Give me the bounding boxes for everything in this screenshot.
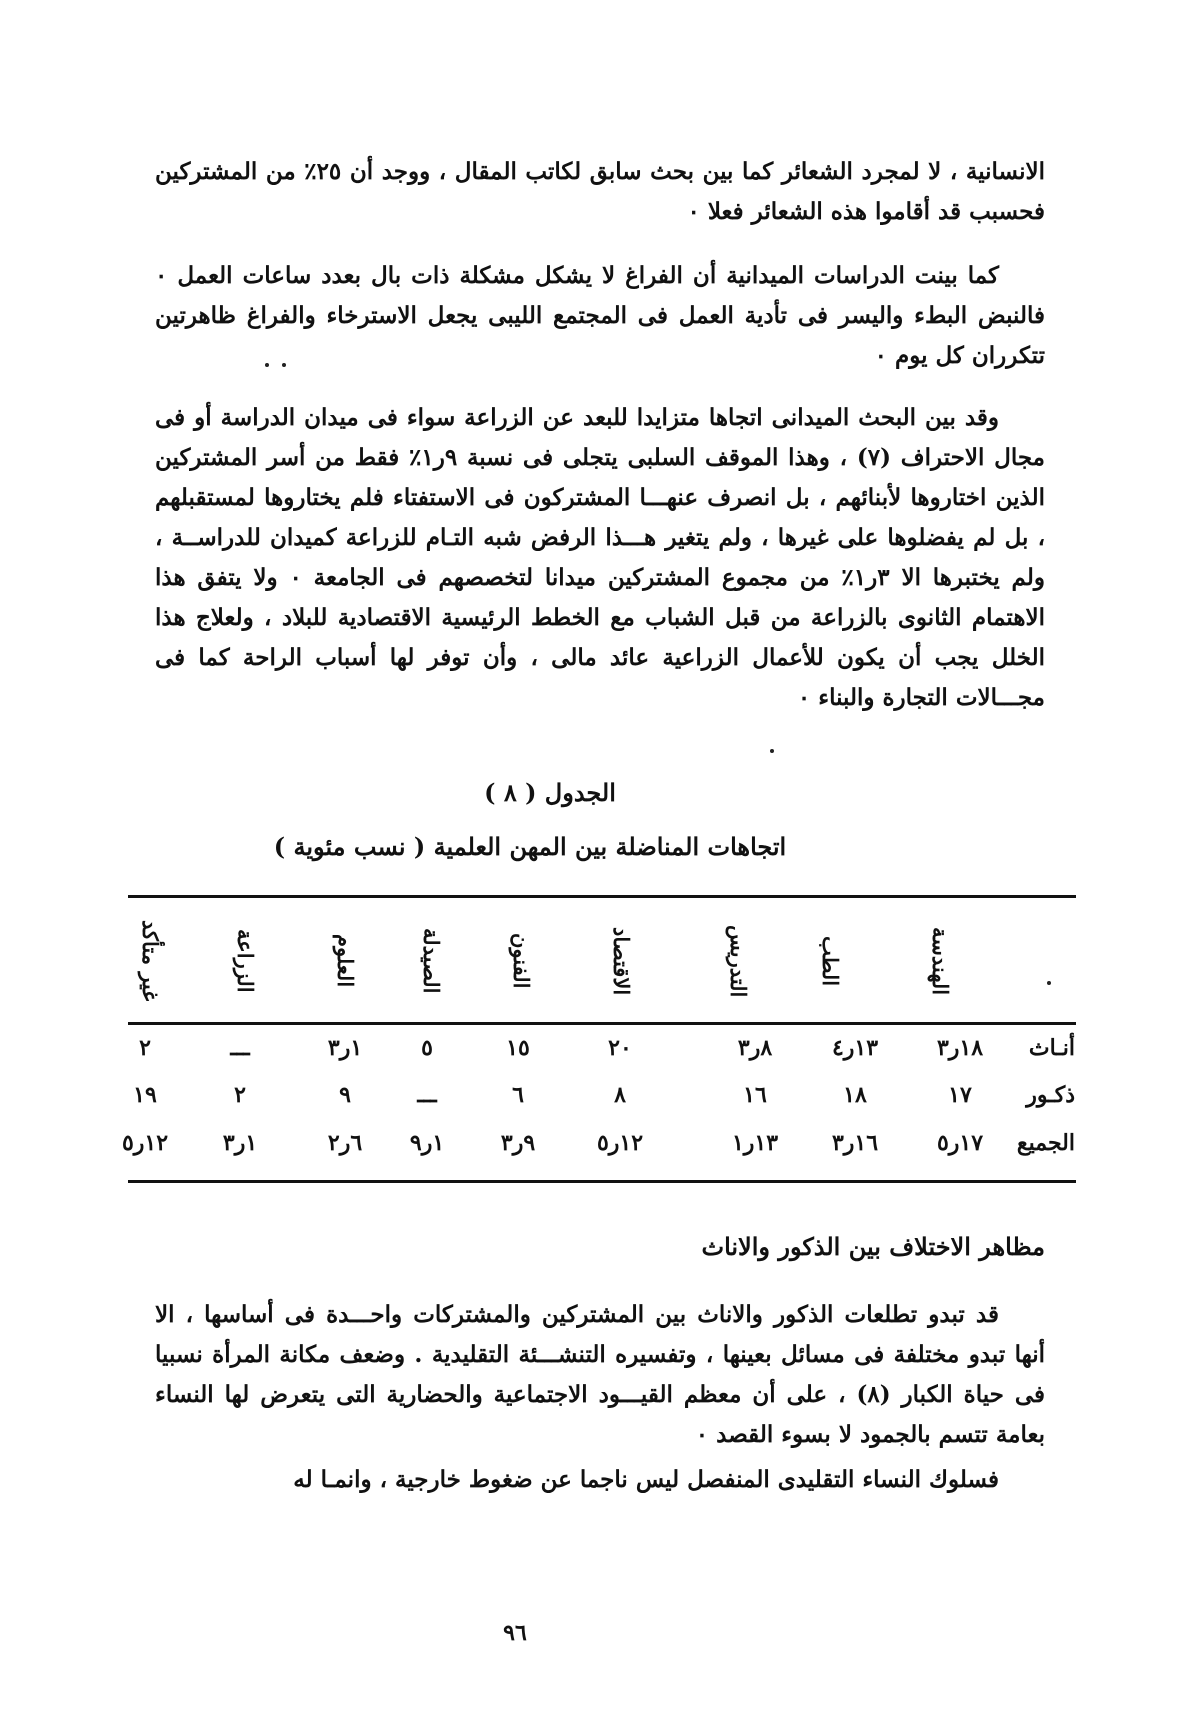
table-cell: ٢ [234,1082,246,1108]
column-header-sciences: العلوم [333,934,358,988]
paragraph-1: الانسانية ، لا لمجرد الشعائر كما بين بحث سابق لكاتب المقال ، ووجد أن ٢٥٪ من المشتركين فحسبب قد أقاموا هذه الشعائر فعلا ٠ [155,158,1045,225]
table-cell: ٦ر٢ [327,1130,363,1156]
paragraph-2: كما بينت الدراسات الميدانية أن الفراغ لا يشكل مشكلة ذات بال بعدد ساعات العمل ٠ فالنبض البطء واليسر فى تأدية العمل فى المجتمع الليبى يجعل الاسترخاء والفراغ ظاهرتين تتكرران كل يوم ٠ [155,262,1045,369]
table-cell: ١٢ر٥ [596,1130,644,1156]
table-cell: ـــ [417,1082,437,1108]
table-cell: ٨ر٣ [737,1035,773,1061]
table-cell: ٥ [421,1035,433,1061]
table-cell: ١ر٣ [327,1035,363,1061]
column-header-engineering: الهندسة [928,926,953,996]
table-cell: ٨ [614,1082,626,1108]
paragraph-3: وقد بين البحث الميدانى اتجاها متزايدا للبعد عن الزراعة سواء فى ميدان الدراسة أو فى مجال الاحتراف (٧) ، وهذا الموقف السلبى يتجلى فى نسبة ٩ر١٪ فقط من أسر المشتركين الذين اختاروها لأبنائهم ، بل انصرف عنهـــا المشتركون فى الاستفتاء فلم يختاروها لمستقبلهم ، بل لم يفضلوها على غيرها ، ولم يتغير هـــذا الرفض شبه التـام للزراعة كميدان للدراســة ، ولم يختبرها الا ٣ر١٪ من مجموع المشتركين ميدانا لتخصصهم فى الجامعة ٠ ولا يتفق هذا الاهتمام الثانوى بالزراعة من قبل الشباب مع الخطط الرئيسية الاقتصادية للبلاد ، ولعلاج هذا الخلل يجب أن يكون للأعمال الزراعية عائد مالى ، وأن توفر لها أسباب الراحة كما فى مجـــالات التجارة والبناء ٠ [155,404,1046,711]
table-cell: ١٦ر٣ [831,1130,879,1156]
table-cell: ١٢ر٥ [121,1130,169,1156]
column-header-economics: الاقتصاد [609,926,634,996]
table-cell: ٢٠ [608,1035,632,1061]
table-cell: ٢ [139,1035,151,1061]
scan-speck [282,363,286,367]
section-heading: مظاهر الاختلاف بين الذكور والاناث [701,1232,1045,1261]
table-cell: ١٧ [948,1082,972,1108]
column-header-agriculture: الزراعة [233,929,258,993]
table-cell: ١ر٣ [222,1130,258,1156]
table-cell: ٩ [339,1082,351,1108]
table-cell: ـــ [230,1035,250,1061]
column-header-arts: الفنون [509,933,534,989]
column-header-undecided: غير متأكد [138,920,163,1002]
column-header-medicine: الطب [818,935,843,987]
row-label-females: أنـاث [1028,1035,1075,1061]
table-cell: ١٣ر١ [731,1130,779,1156]
table-cell: ١٨ [843,1082,867,1108]
table-bottom-rule [128,1180,1076,1183]
table-header-rule [128,1022,1076,1025]
table-subtitle: اتجاهات المناضلة بين المهن العلمية ( نسب مئوية ) [273,832,787,861]
scan-speck [770,749,774,753]
table-cell: ١٦ [743,1082,767,1108]
page-number: ٩٦ [503,1620,527,1646]
column-header-teaching: التدريس [726,924,751,998]
table-cell: ١٧ر٥ [936,1130,984,1156]
table-cell: ٩ر٣ [500,1130,536,1156]
scan-speck [265,363,269,367]
table-cell: ٦ [512,1082,524,1108]
paragraph-4: قد تبدو تطلعات الذكور والاناث بين المشتركين والمشتركات واحـــدة فى أساسها ، الا أنها تبدو مختلفة فى مسائل بعينها ، وتفسيره التنشـــئة التقليدية . وضعف مكانة المرأة نسبيا فى حياة الكبار (٨) ، على أن معظم القيـــود الاجتماعية والحضارية التى يتعرض لها النساء بعامة تتسم بالجمود لا بسوء القصد ٠ [155,1301,1045,1448]
table-title: الجدول ( ٨ ) [484,778,616,807]
paragraph-5: فسلوك النساء التقليدى المنفصل ليس ناجما عن ضغوط خارجية ، وانمـا له [293,1466,999,1493]
table-cell: ١٩ [133,1082,157,1108]
table-cell: ١ر٩ [409,1130,445,1156]
scan-speck [1047,981,1051,985]
table-cell: ١٨ر٣ [936,1035,984,1061]
table-cell: ١٥ [506,1035,530,1061]
row-label-males: ذكـور [1026,1082,1075,1108]
row-label-all: الجميع [1016,1130,1075,1156]
column-header-pharmacy: الصيدلة [419,928,444,994]
table-cell: ١٣ر٤ [831,1035,879,1061]
table-top-rule [128,895,1076,898]
